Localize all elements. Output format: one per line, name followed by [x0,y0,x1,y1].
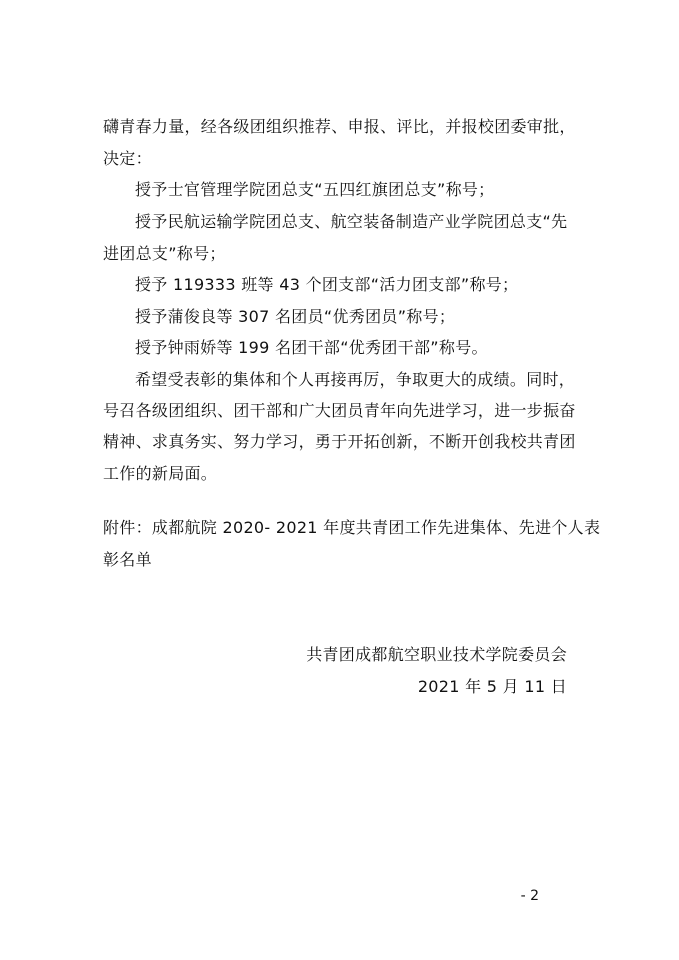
closing-line-1: 希望受表彰的集体和个人再接再厉，争取更大的成绩。同时， [135,370,576,389]
closing-line-2: 号召各级团组织、团干部和广大团员青年向先进学习，进一步振奋 [103,401,576,420]
closing-line-4: 工作的新局面。 [103,464,218,483]
award-line-5: 授予钟雨娇等 199 名团干部“优秀团干部”称号。 [135,338,488,357]
award-line-2-cont: 进团总支”称号； [103,244,226,263]
closing-line-3: 精神、求真务实、努力学习，勇于开拓创新，不断开创我校共青团 [103,432,576,451]
body-line-1: 礴青春力量，经各级团组织推荐、申报、评比，并报校团委审批， [103,117,576,136]
signature-date: 2021 年 5 月 11 日 [417,677,567,696]
attachment-line-2: 彰名单 [103,550,152,569]
attachment-line-1: 附件：成都航院 2020- 2021 年度共青团工作先进集体、先进个人表 [103,518,601,537]
award-line-1: 授予士官管理学院团总支“五四红旗团总支”称号； [135,180,495,199]
signature-org: 共青团成都航空职业技术学院委员会 [306,645,567,664]
award-line-3: 授予 119333 班等 43 个团支部“活力团支部”称号； [135,275,519,294]
award-line-2: 授予民航运输学院团总支、航空装备制造产业学院团总支“先 [135,212,568,231]
body-line-2: 决定： [103,149,152,168]
page-number: - 2 [520,888,539,904]
award-line-4: 授予蒲俊良等 307 名团员“优秀团员”称号； [135,307,456,326]
